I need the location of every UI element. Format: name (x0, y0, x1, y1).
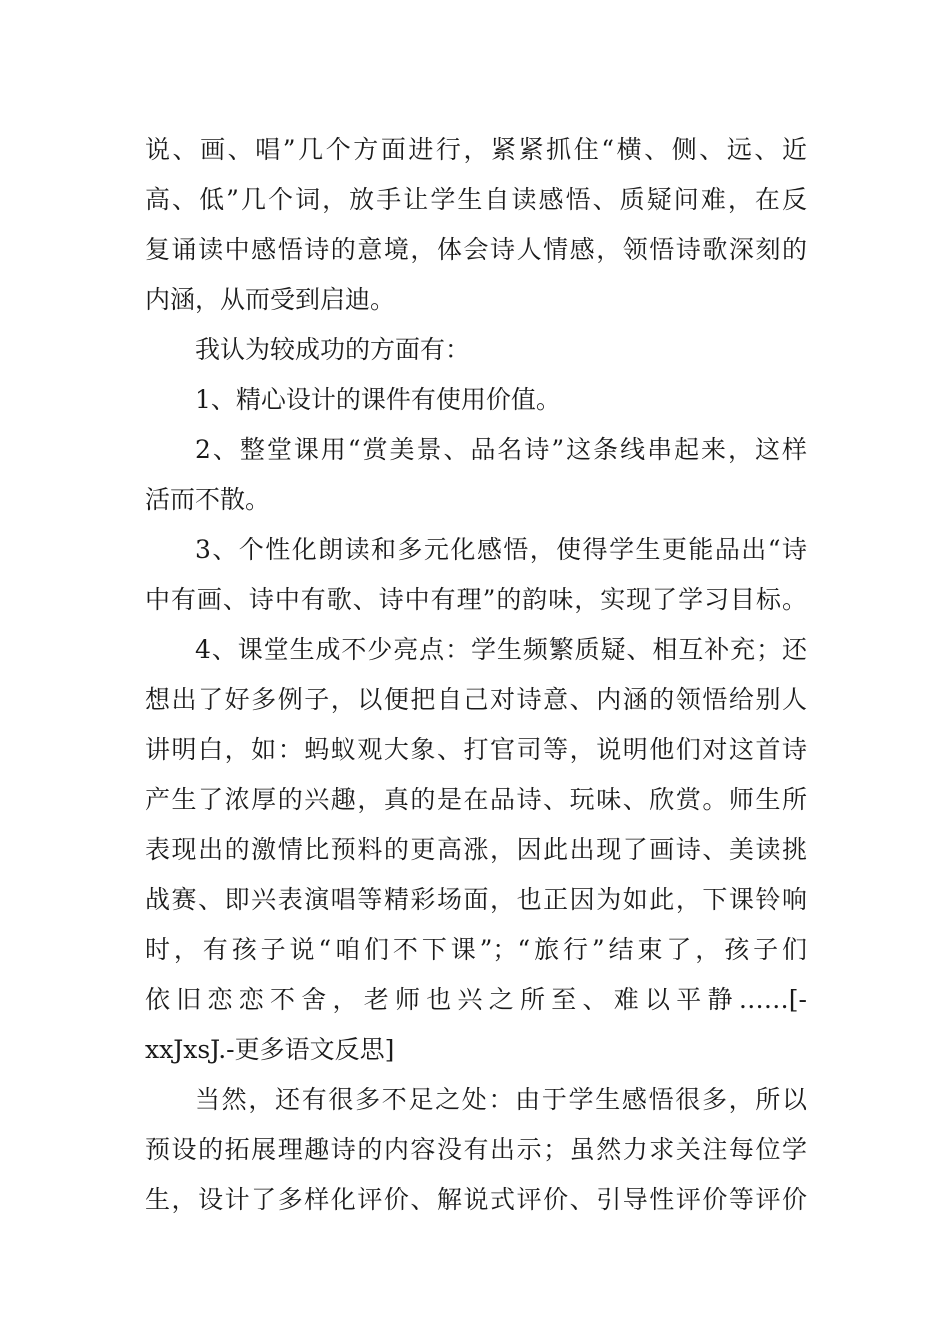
text-line: 讲明白，如：蚂蚁观大象、打官司等，说明他们对这首诗 (145, 735, 807, 764)
text-line: 4、课堂生成不少亮点：学生频繁质疑、相互补充；还 (195, 635, 807, 664)
text-line: 产生了浓厚的兴趣，真的是在品诗、玩味、欣赏。师生所 (145, 785, 807, 814)
text-line: 我认为较成功的方面有： (195, 335, 471, 364)
text-line: 1、精心设计的课件有使用价值。 (195, 385, 561, 414)
text-line: 中有画、诗中有歌、诗中有理”的韵味，实现了学习目标。 (145, 585, 807, 614)
text-line: 生，设计了多样化评价、解说式评价、引导性评价等评价 (145, 1185, 807, 1214)
text-line: 说、画、唱”几个方面进行，紧紧抓住“横、侧、远、近 (145, 135, 807, 164)
text-line: 想出了好多例子，以便把自己对诗意、内涵的领悟给别人 (145, 685, 807, 714)
text-line: 内涵，从而受到启迪。 (145, 285, 396, 314)
text-line: 当然，还有很多不足之处：由于学生感悟很多，所以 (195, 1085, 807, 1114)
text-line: 2、整堂课用“赏美景、品名诗”这条线串起来，这样 (195, 435, 807, 464)
text-line: 高、低”几个词，放手让学生自读感悟、质疑问难，在反 (145, 185, 807, 214)
text-line: 预设的拓展理趣诗的内容没有出示；虽然力求关注每位学 (145, 1135, 807, 1164)
text-line: 依旧恋恋不舍，老师也兴之所至、难以平静……[- (145, 985, 807, 1014)
text-line: 活而不散。 (145, 485, 271, 514)
text-line: 时，有孩子说“咱们不下课”；“旅行”结束了，孩子们 (145, 935, 807, 964)
text-line: 3、个性化朗读和多元化感悟，使得学生更能品出“诗 (195, 535, 807, 564)
text-line: xxJxsJ.-更多语文反思] (145, 1035, 395, 1064)
text-line: 战赛、即兴表演唱等精彩场面，也正因为如此，下课铃响 (145, 885, 807, 914)
text-line: 表现出的激情比预料的更高涨，因此出现了画诗、美读挑 (145, 835, 807, 864)
text-line: 复诵读中感悟诗的意境，体会诗人情感，领悟诗歌深刻的 (145, 235, 807, 264)
